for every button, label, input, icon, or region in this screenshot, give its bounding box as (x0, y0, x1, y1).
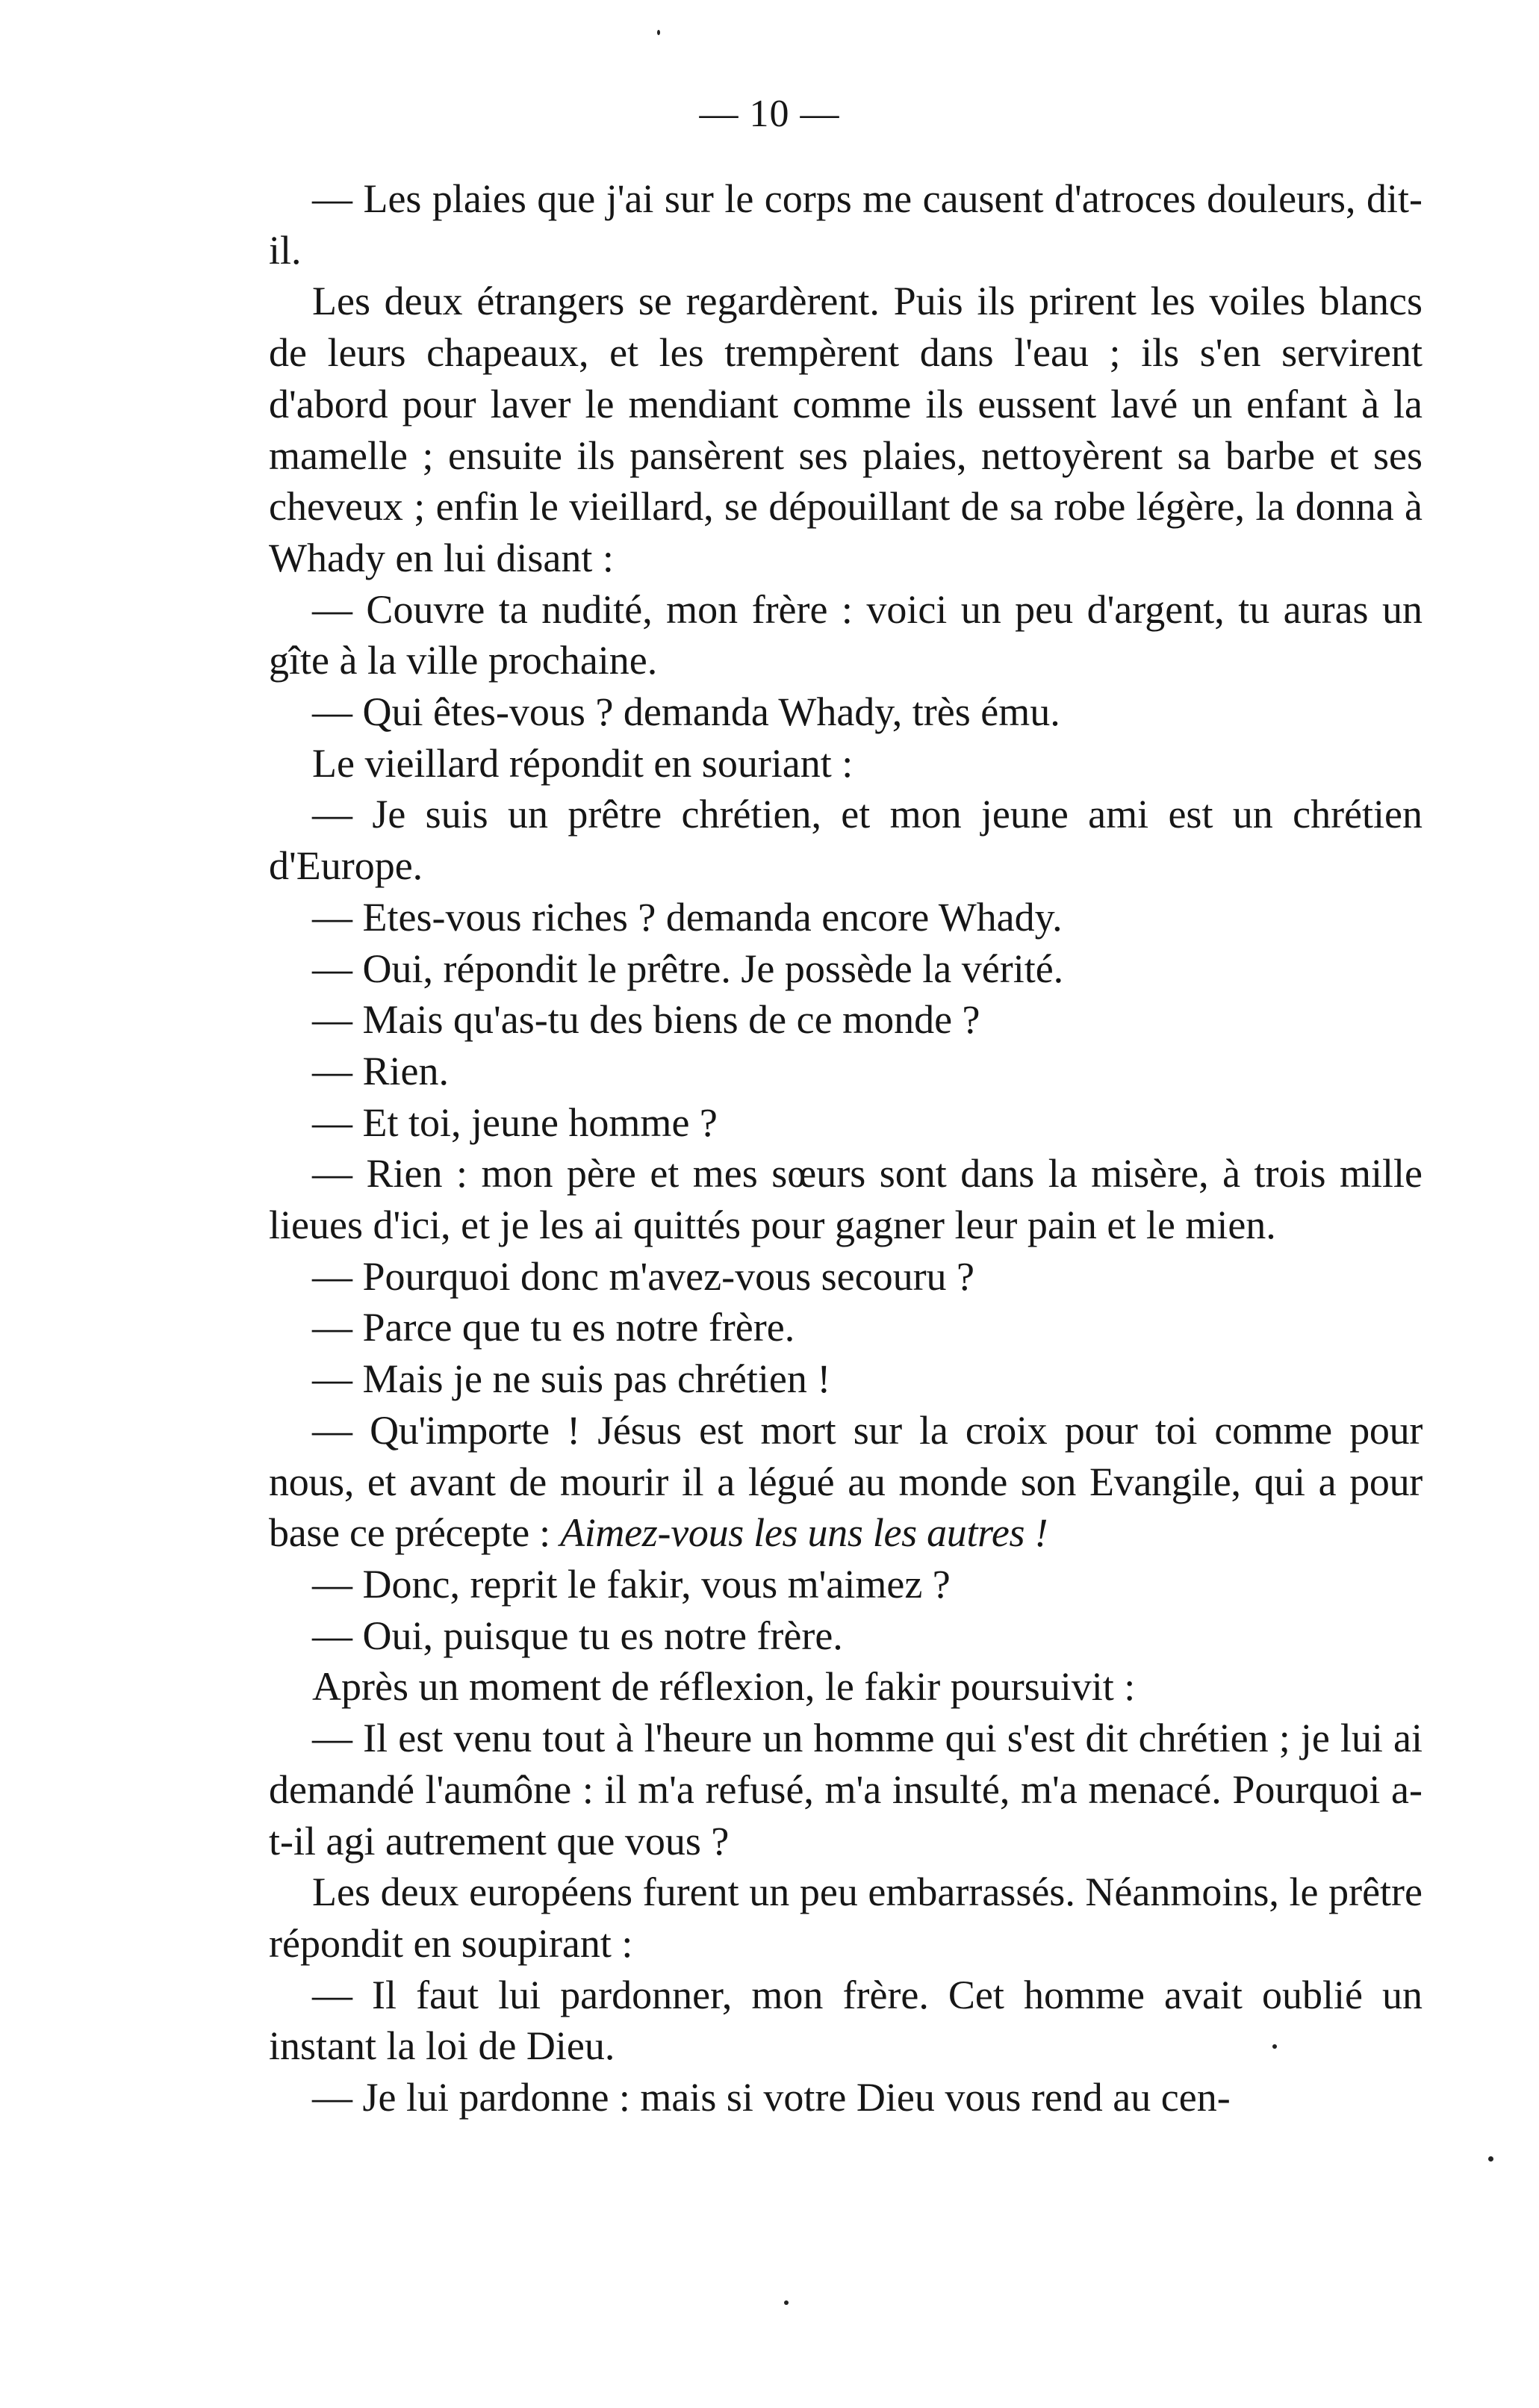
page-number: — 10 — (699, 93, 840, 135)
paragraph: — Oui, répondit le prêtre. Je possède la vérité. (312, 946, 1064, 991)
paragraph-text: — Qu'importe ! Jésus est mort sur la croix pour toi comme pour nous, et avant de mourir il a légué au monde son Evangile, qui a pour base ce précepte : (269, 1407, 1423, 1556)
paragraph: — Etes-vous riches ? demanda encore Whady. (312, 894, 1063, 940)
paragraph: — Il est venu tout à l'heure un homme qui s'est dit chrétien ; je lui ai demandé l'aumône : il m'a refusé, m'a insulté, m'a menacé. Pourquoi a-t-il agi autrement que vous ? (269, 1716, 1423, 1864)
italic-precept: Aimez-vous les uns les autres ! (560, 1510, 1048, 1556)
paragraph (269, 1405, 1423, 1559)
paragraph: — Parce que tu es notre frère. (312, 1305, 795, 1350)
paragraph: Le vieillard répondit en souriant : (312, 740, 854, 786)
paragraph: Les deux européens furent un peu embarrassés. Néanmoins, le prêtre répondit en soupirant : (269, 1869, 1423, 1966)
paragraph: Après un moment de réflexion, le fakir poursuivit : (312, 1664, 1136, 1710)
paragraph: — Les plaies que j'ai sur le corps me causent d'atroces douleurs, dit-il. (269, 176, 1423, 273)
paragraph: — Rien : mon père et mes sœurs sont dans la misère, à trois mille lieues d'ici, et je les ai quittés pour gagner leur pain et le mien. (269, 1151, 1423, 1248)
paragraph: — Mais je ne suis pas chrétien ! (312, 1356, 831, 1402)
paragraph: — Et toi, jeune homme ? (312, 1099, 718, 1145)
paragraph: — Je suis un prêtre chrétien, et mon jeune ami est un chrétien d'Europe. (269, 792, 1423, 889)
scan-speck (1488, 2156, 1493, 2162)
paragraph: — Mais qu'as-tu des biens de ce monde ? (312, 997, 980, 1043)
scan-speck (784, 2300, 789, 2305)
body-text (269, 173, 1423, 2123)
paragraph: — Je lui pardonne : mais si votre Dieu vous rend au cen- (312, 2075, 1231, 2120)
paragraph: — Oui, puisque tu es notre frère. (312, 1613, 843, 1658)
paragraph: — Rien. (312, 1048, 449, 1093)
paragraph: — Couvre ta nudité, mon frère : voici un peu d'argent, tu auras un gîte à la ville prochaine. (269, 586, 1423, 683)
paragraph: — Qui êtes-vous ? demanda Whady, très ému. (312, 689, 1060, 735)
paragraph: — Donc, reprit le fakir, vous m'aimez ? (312, 1561, 951, 1607)
scan-speck (657, 30, 660, 35)
paragraph: — Il faut lui pardonner, mon frère. Cet homme avait oublié un instant la loi de Dieu. (269, 1972, 1423, 2069)
scan-speck (1272, 2044, 1277, 2049)
paragraph: Les deux étrangers se regardèrent. Puis ils prirent les voiles blancs de leurs chapeaux, et les trempèrent dans l'eau ; ils s'en servirent d'abord pour laver le mendiant comme ils eussent lavé un enfant à la mamelle ; ensuite ils pansèrent ses plaies, nettoyèrent sa barbe et ses cheveux ; enfin le vieillard, se dépouillant de sa robe légère, la donna à Whady en lui disant : (269, 279, 1423, 580)
paragraph: — Pourquoi donc m'avez-vous secouru ? (312, 1253, 975, 1299)
